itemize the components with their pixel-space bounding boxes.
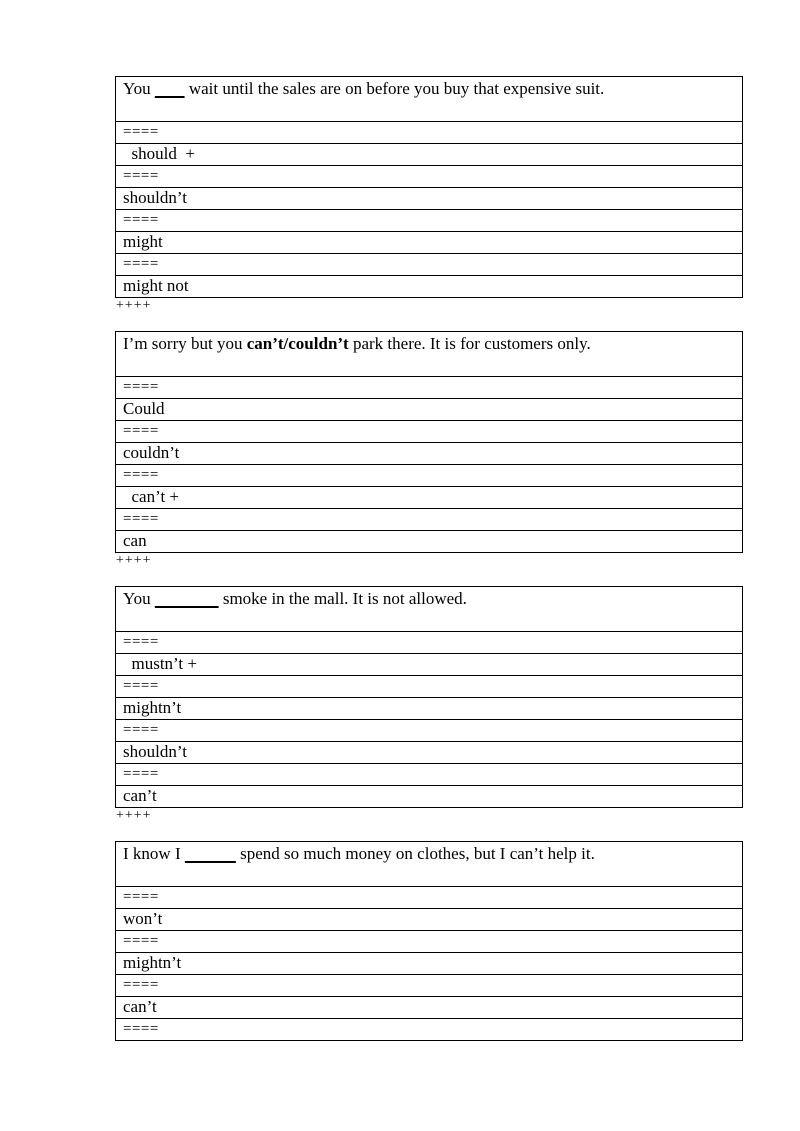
question-table-3 xyxy=(115,586,743,808)
answer-option: might xyxy=(116,232,743,254)
question-table-4 xyxy=(115,841,743,1041)
answer-option: can xyxy=(116,531,743,553)
question-block-4 xyxy=(115,841,743,1041)
separator-row: ==== xyxy=(116,975,743,997)
question-block-2 xyxy=(115,331,743,569)
separator-row: ==== xyxy=(116,377,743,399)
question-end-marker: ++++ xyxy=(116,808,152,823)
separator-row: ==== xyxy=(116,421,743,443)
stem-text-after: wait until the sales are on before you buy that expensive suit. xyxy=(184,79,605,98)
stem-text-after: spend so much money on clothes, but I can’t help it. xyxy=(235,844,595,863)
stem-text-before: You xyxy=(123,79,155,98)
answer-option: couldn’t xyxy=(116,443,743,465)
question-stem xyxy=(116,842,743,887)
question-block-3 xyxy=(115,586,743,824)
answer-option: won’t xyxy=(116,909,743,931)
answer-option: mightn’t xyxy=(116,953,743,975)
answer-option: mustn’t + xyxy=(116,654,743,676)
answer-blank xyxy=(185,844,236,863)
separator-row: ==== xyxy=(116,720,743,742)
separator-row: ==== xyxy=(116,1019,743,1041)
question-stem xyxy=(116,587,743,632)
question-block-1 xyxy=(115,76,743,314)
stem-text-after: smoke in the mall. It is not allowed. xyxy=(218,589,467,608)
answer-option: can’t xyxy=(116,997,743,1019)
answer-option: shouldn’t xyxy=(116,188,743,210)
stem-text-before: I know I xyxy=(123,844,185,863)
question-table-2 xyxy=(115,331,743,553)
stem-emphasis: can’t/couldn’t xyxy=(246,334,349,353)
separator-row: ==== xyxy=(116,166,743,188)
separator-row: ==== xyxy=(116,465,743,487)
answer-option: Could xyxy=(116,399,743,421)
answer-blank xyxy=(155,589,219,608)
separator-row: ==== xyxy=(116,632,743,654)
separator-row: ==== xyxy=(116,509,743,531)
question-table-1 xyxy=(115,76,743,298)
answer-option: can’t + xyxy=(116,487,743,509)
question-end-marker: ++++ xyxy=(116,298,152,313)
separator-row: ==== xyxy=(116,676,743,698)
answer-option: should + xyxy=(116,144,743,166)
stem-text-before: I’m sorry but you xyxy=(123,334,247,353)
question-end-marker: ++++ xyxy=(116,553,152,568)
question-stem xyxy=(116,77,743,122)
separator-row: ==== xyxy=(116,887,743,909)
answer-option: can’t xyxy=(116,786,743,808)
answer-option: shouldn’t xyxy=(116,742,743,764)
separator-row: ==== xyxy=(116,254,743,276)
separator-row: ==== xyxy=(116,931,743,953)
separator-row: ==== xyxy=(116,122,743,144)
answer-option: might not xyxy=(116,276,743,298)
stem-text-before: You xyxy=(123,589,155,608)
question-stem xyxy=(116,332,743,377)
answer-blank xyxy=(155,79,185,98)
separator-row: ==== xyxy=(116,210,743,232)
separator-row: ==== xyxy=(116,764,743,786)
stem-text-after: park there. It is for customers only. xyxy=(348,334,591,353)
answer-option: mightn’t xyxy=(116,698,743,720)
